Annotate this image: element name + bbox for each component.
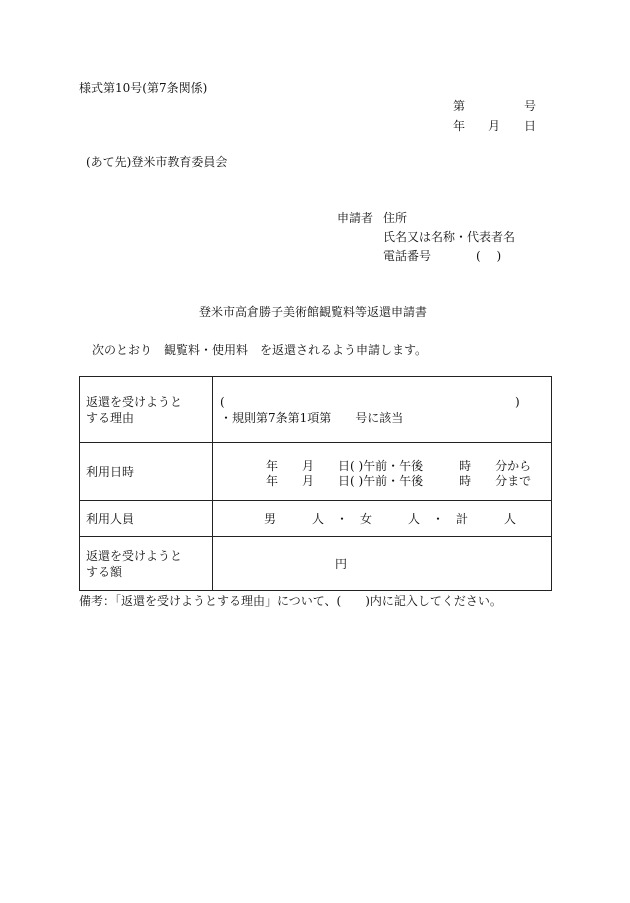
reason-open-paren: ( — [220, 395, 225, 409]
reason-label-line1: 返還を受けようと — [86, 394, 183, 409]
reason-value-cell — [213, 377, 552, 443]
address-label: 住所 — [383, 211, 408, 225]
number-suffix: 号 — [524, 99, 537, 113]
date-year: 年 — [453, 119, 466, 133]
amount-value-cell — [213, 537, 552, 591]
people-label-cell — [80, 501, 213, 537]
applicant-label: 申請者 — [337, 211, 374, 225]
people-value: 男 人 ・ 女 人 ・ 計 人 — [264, 512, 517, 526]
date-row — [80, 443, 552, 501]
remarks-note: 備考：「返還を受けようとする理由」について、( )内に記入してください。 — [79, 594, 502, 608]
date-month: 月 — [488, 119, 501, 133]
application-table — [79, 376, 552, 591]
date-day: 日 — [524, 119, 537, 133]
amount-label-cell — [80, 537, 213, 591]
amount-label-line2: する額 — [86, 564, 123, 579]
amount-label-line1: 返還を受けようと — [86, 548, 183, 563]
date-value-cell — [213, 443, 552, 501]
date-from: 年 月 日( )午前・午後 時 分から — [266, 459, 532, 473]
people-value-cell — [213, 501, 552, 537]
people-label: 利用人員 — [86, 511, 135, 526]
phone-paren: ( ) — [476, 249, 502, 263]
date-label: 利用日時 — [86, 464, 135, 479]
phone-label: 電話番号 — [383, 249, 432, 263]
reason-rule-text: ・規則第7条第1項第 号に該当 — [220, 411, 404, 425]
date-to: 年 月 日( )午前・午後 時 分まで — [266, 474, 532, 488]
amount-value: 円 — [335, 557, 348, 571]
people-row — [80, 501, 552, 537]
form-number: 様式第10号(第7条関係) — [79, 81, 208, 95]
addressee: (あて先)登米市教育委員会 — [86, 155, 228, 169]
reason-row — [80, 377, 552, 443]
reason-label-line2: する理由 — [86, 410, 135, 425]
reason-label-cell — [80, 377, 213, 443]
date-label-cell — [80, 443, 213, 501]
document-title: 登米市高倉勝子美術館観覧料等返還申請書 — [199, 305, 428, 319]
intro-text: 次のとおり 観覧料・使用料 を返還されるよう申請します。 — [92, 343, 428, 357]
amount-row — [80, 537, 552, 591]
name-label: 氏名又は名称・代表者名 — [383, 230, 516, 244]
number-prefix: 第 — [453, 99, 466, 113]
reason-close-paren: ) — [515, 395, 520, 409]
